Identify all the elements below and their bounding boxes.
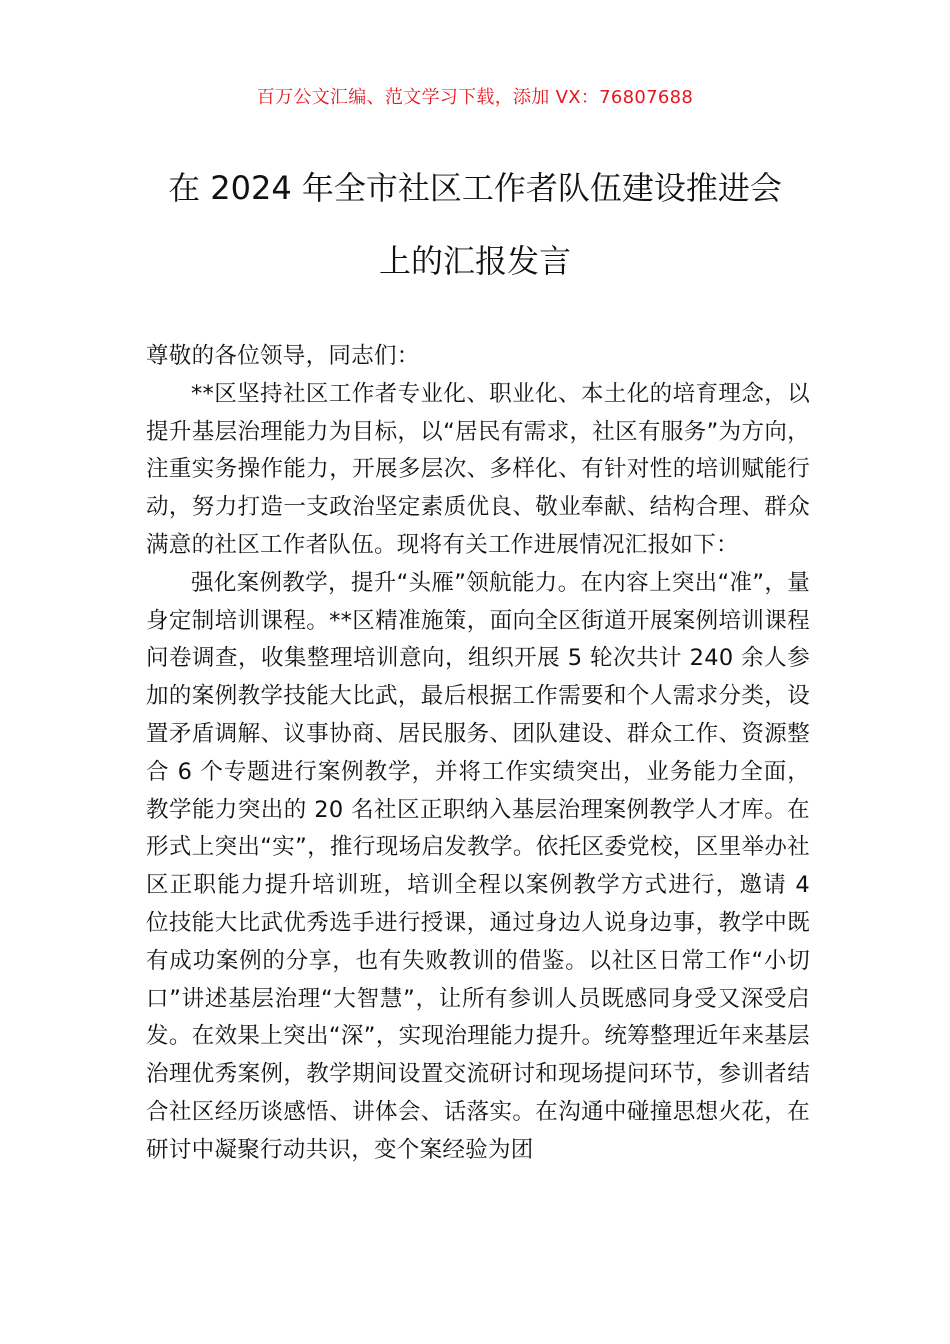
paragraph-case-teaching: 强化案例教学，提升“头雁”领航能力。在内容上突出“准”，量身定制培训课程。**区精准施策，面向全区街道开展案例培训课程问卷调查，收集整理培训意向，组织开展 5 轮次共计 240 余人参加的案例教学技能大比武，最后根据工作需要和个人需求分类，设置矛盾调解、议事协商、居民服务、团队建设、群众工作、资源整合 6 个专题进行案例教学，并将工作实绩突出，业务能力全面，教学能力突出的 20 名社区正职纳入基层治理案例教学人才库。在形式上突出“实”，推行现场启发教学。依托区委党校，区里举办社区正职能力提升培训班，培训全程以案例教学方式进行，邀请 4 位技能大比武优秀选手进行授课，通过身边人说身边事，教学中既有成功案例的分享，也有失败教训的借鉴。以社区日常工作“小切口”讲述基层治理“大智慧”，让所有参训人员既感同身受又深受启发。在效果上突出“深”，实现治理能力提升。统筹整理近年来基层治理优秀案例，教学期间设置交流研讨和现场提问环节，参训者结合社区经历谈感悟、讲体会、话落实。在沟通中碰撞思想火花，在研讨中凝聚行动共识，变个案经验为团 [146, 569, 810, 1163]
paragraph-intro: **区坚持社区工作者专业化、职业化、本土化的培育理念，以提升基层治理能力为目标，以“居民有需求，社区有服务”为方向，注重实务操作能力，开展多层次、多样化、有针对性的培训赋能行动，努力打造一支政治坚定素质优良、敬业奉献、结构合理、群众满意的社区工作者队伍。现将有关工作进展情况汇报如下： [146, 380, 810, 558]
document-title [100, 152, 850, 298]
document-body [146, 338, 810, 1170]
header-watermark-note: 百万公文汇编、范文学习下载，添加 VX：76807688 [256, 87, 694, 108]
salutation: 尊敬的各位领导，同志们： [146, 343, 420, 369]
title-line-1: 在 2024 年全市社区工作者队伍建设推进会 [168, 169, 782, 207]
title-line-2: 上的汇报发言 [378, 242, 571, 280]
